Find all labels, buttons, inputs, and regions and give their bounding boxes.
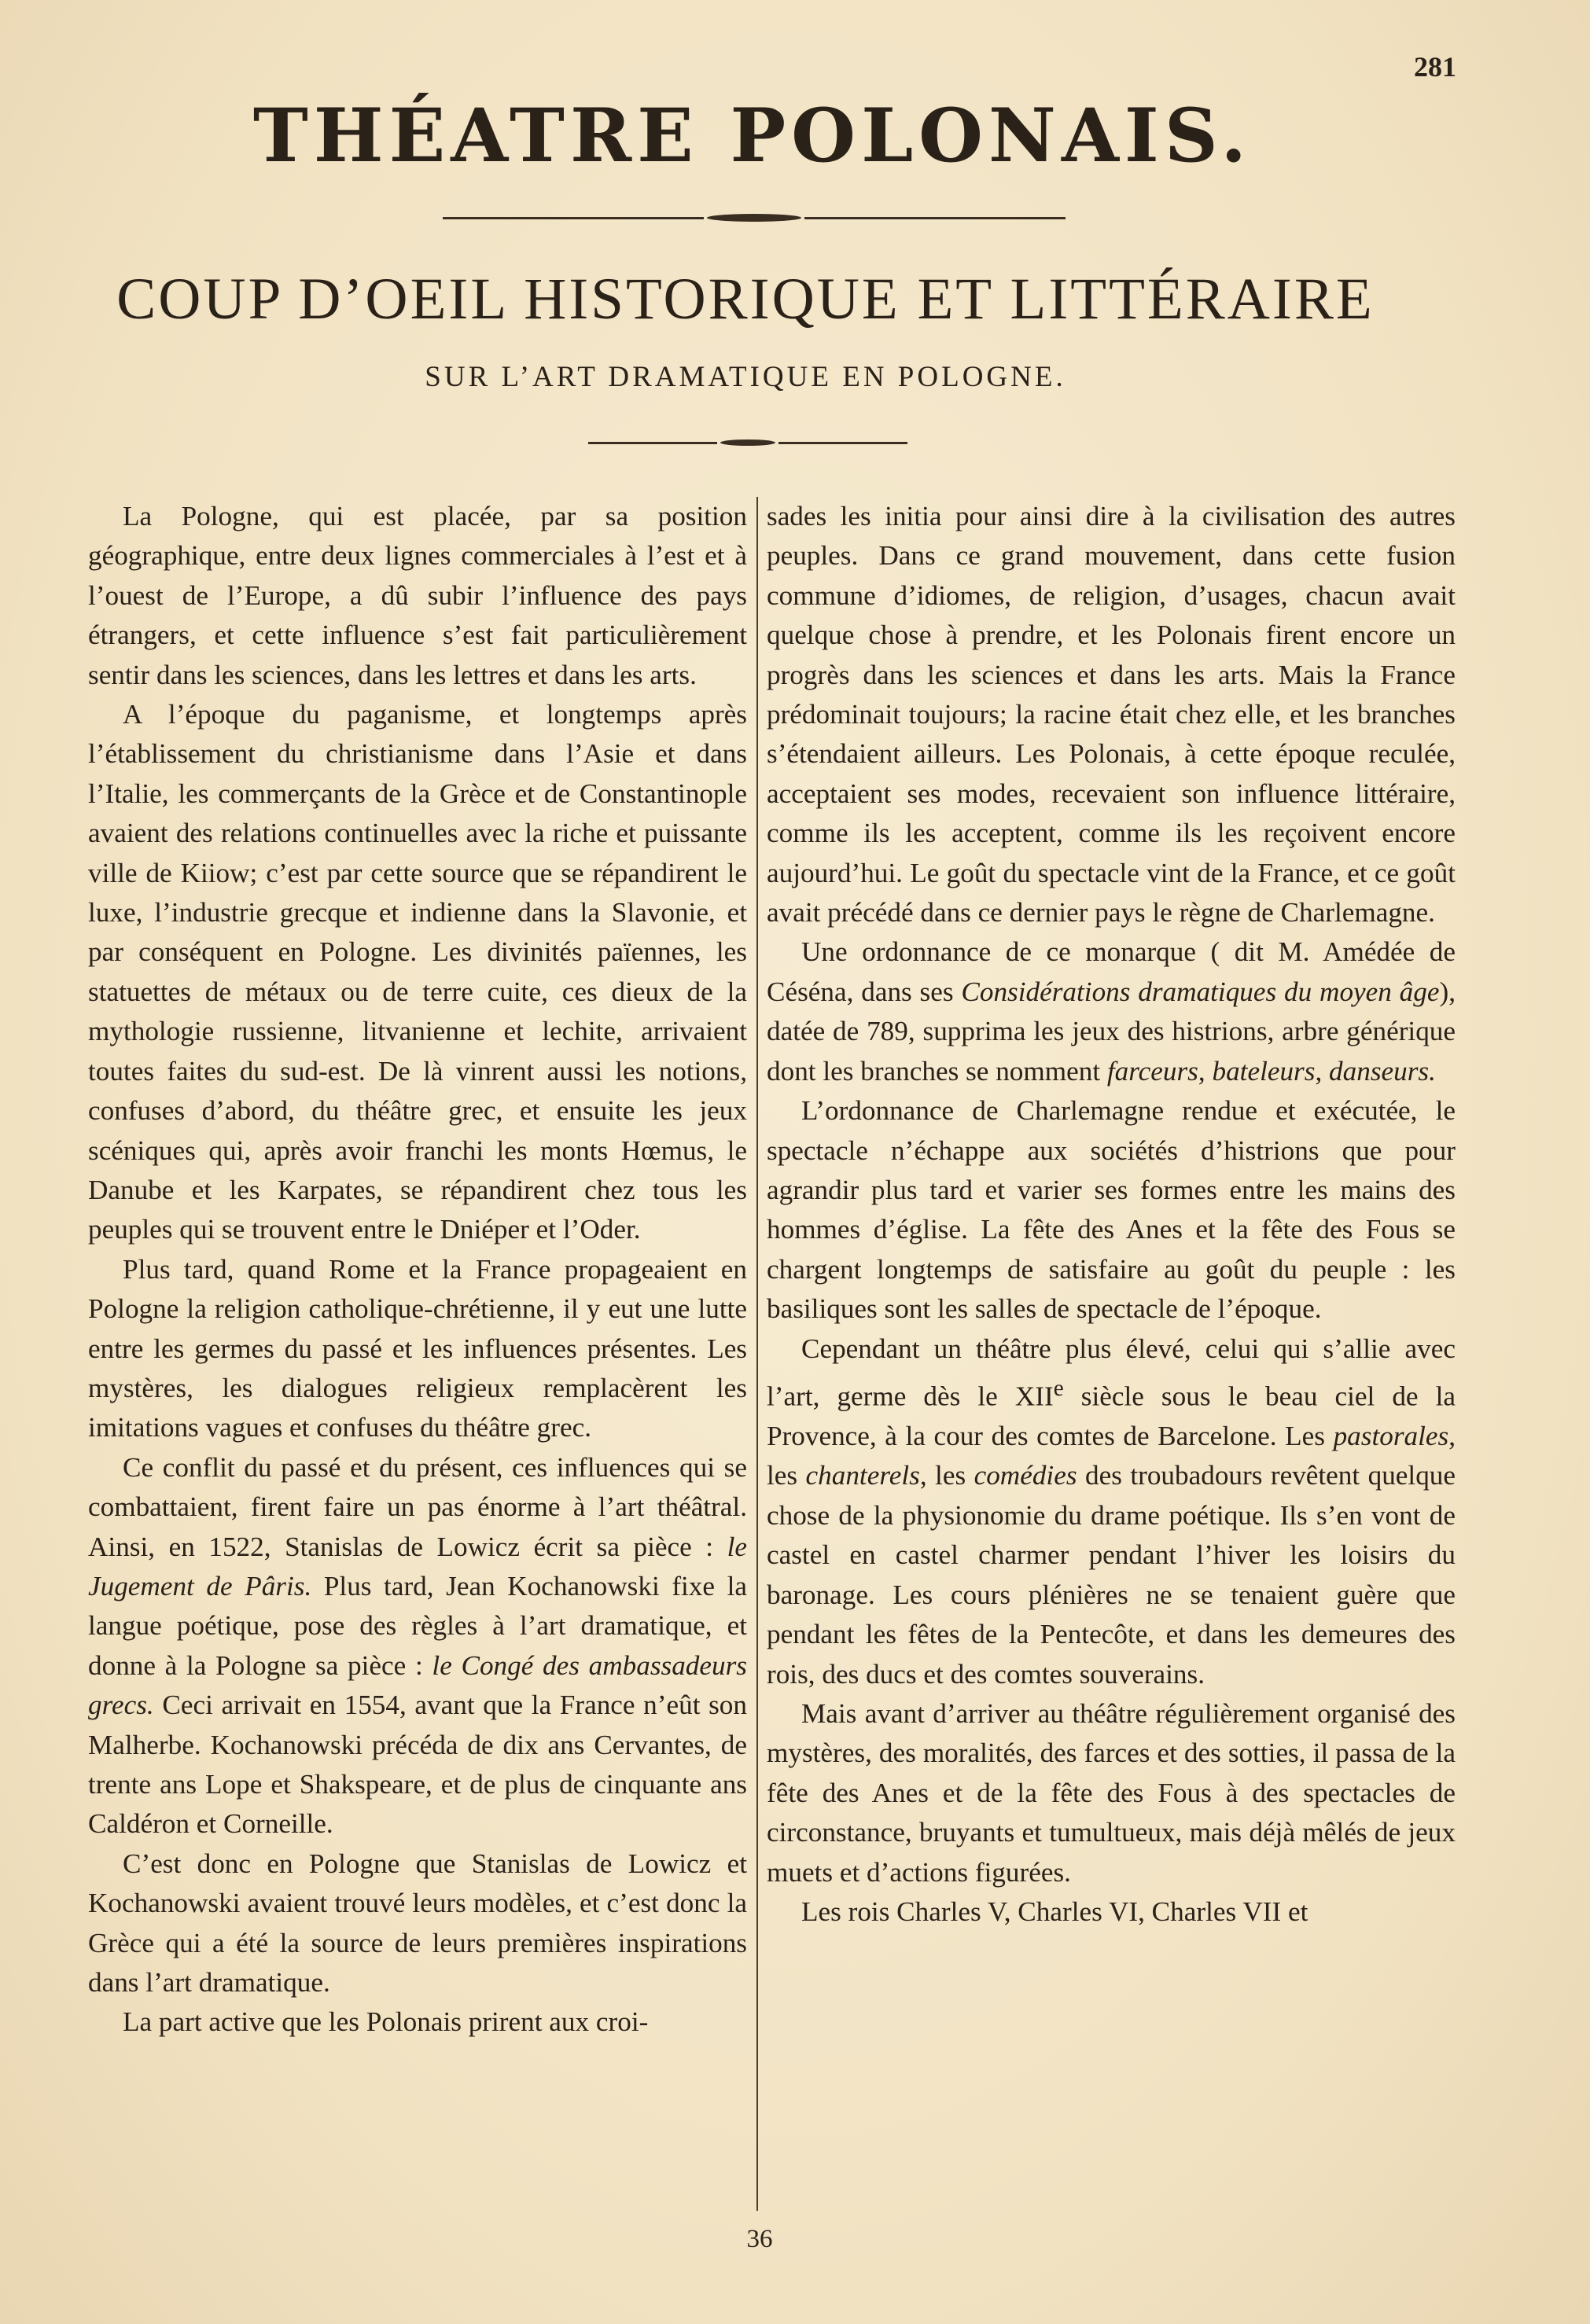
section-subheading: SUR L’ART DRAMATIQUE EN POLOGNE. xyxy=(425,361,1066,393)
paragraph: Les rois Charles V, Charles VI, Charles VII et xyxy=(801,1896,1308,1927)
paragraph: sades les initia pour ainsi dire à la civilisation des autres peuples. Dans ce grand mouvement, dans cette fusion commune d’idiomes, de religion, d’usages, chacun avait quelque chose à prendre, et les Polonais firent encore un progrès dans les sciences et dans les arts. Mais la France prédominait toujours; la racine était chez elle, et les branches s’étendaient ailleurs. Les Polonais, à cette époque reculée, acceptaient ses modes, recevaient son influence littéraire, comme ils les acceptent, comme ils les reçoivent encore aujourd’hui. Le goût du spectacle vint de la France, et ce goût avait précédé dans ce dernier pays le règne de Charlemagne. xyxy=(767,501,1456,928)
paragraph: Plus tard, quand Rome et la France propageaient en Pologne la religion catholique-chrétienne, il y eut une lutte entre les germes du passé et les influences présentes. Les mystères, les dialogues religieux remplacèrent les imitations vagues et confuses du théâtre grec. xyxy=(88,1253,747,1443)
main-title: THÉATRE POLONAIS. xyxy=(252,93,1253,179)
italic-term: bateleurs xyxy=(1212,1055,1316,1087)
paragraph: L’ordonnance de Charlemagne rendue et exécutée, le spectacle n’échappe aux sociétés d’histrions que pour agrandir plus tard et varier ses formes entre les mains des hommes d’église. La fête des Anes et la fête des Fous se chargent longtemps de satisfaire au goût du peuple : les basiliques sont les salles de spectacle de l’époque. xyxy=(767,1095,1456,1325)
paragraph: C’est donc en Pologne que Stanislas de Lowicz et Kochanowski avaient trouvé leurs modèles, et c’est donc la Grèce qui a été la source de leurs premières inspirations dans l’art dramatique. xyxy=(88,1848,747,1999)
left-column xyxy=(88,497,747,2203)
section-heading: COUP D’OEIL HISTORIQUE ET LITTÉRAIRE xyxy=(116,267,1375,332)
paragraph: La part active que les Polonais prirent aux croi- xyxy=(123,2006,649,2038)
italic-term: danseurs. xyxy=(1329,1055,1436,1087)
page-number: 281 xyxy=(1414,51,1456,83)
work-title: le Jugement de Pâris. xyxy=(88,1531,748,1601)
work-title: Considérations dramatiques du moyen âge xyxy=(961,976,1440,1007)
column-divider xyxy=(756,497,758,2211)
right-column xyxy=(767,497,1456,2203)
paragraph: A l’époque du paganisme, et longtemps après l’établissement du christianisme dans l’Asie et dans l’Italie, les commerçants de la Grèce et de Constantinople avaient des relations continuelles avec la riche et puissante ville de Kiiow; c’est par cette source que se répandirent le luxe, l’industrie grecque et indienne dans la Slavonie, et par conséquent en Pologne. Les divinités païennes, les statuettes de métaux ou de terre cuite, ces dieux de la mythologie russienne, litvanienne et lechite, arrivaient toutes faites du sud-est. De là vinrent aussi les notions, confuses d’abord, du théâtre grec, et ensuite les jeux scéniques qui, après avoir franchi les monts Hœmus, le Danube et les Karpates, se répandirent chez tous les peuples qui se trouvent entre le Dniéper et l’Oder. xyxy=(88,699,747,1245)
italic-term: pastorales xyxy=(1333,1421,1449,1452)
ornamental-rule-top xyxy=(443,214,1066,222)
paragraph: Cependant un théâtre plus élevé, celui qui s’allie avec l’art, germe dès le XIIe siècle sous le beau ciel de la Provence, à la cour des comtes de Barcelone. Les pastorales, les chanterels, les comédies des troubadours revêtent quelque chose de la physionomie du drame poétique. Ils s’en vont de castel en castel charmer pendant l’hiver les loisirs du baronage. Les cours plénières ne se tenaient guère que pendant les fêtes de la Pentecôte, et dans les demeures des rois, des ducs et des comtes souverains. xyxy=(767,1333,1456,1690)
signature-mark: 36 xyxy=(746,2225,773,2253)
paragraph: Une ordonnance de ce monarque ( dit M. Amédée de Céséna, dans ses Considérations dramatiques du moyen âge), datée de 789, supprima les jeux des histrions, arbre générique dont les branches se nomment farceurs, bateleurs, danseurs. xyxy=(767,936,1456,1087)
paragraph: Ce conflit du passé et du présent, ces influences qui se combattaient, firent faire un pas énorme à l’art théâtral. Ainsi, en 1522, Stanislas de Lowicz écrit sa pièce : le Jugement de Pâris. Plus tard, Jean Kochanowski fixe la langue poétique, pose des règles à l’art dramatique, et donne à la Pologne sa pièce : le Congé des ambassadeurs grecs. Ceci arrivait en 1554, avant que la France n’eût son Malherbe. Kochanowski précéda de dix ans Cervantes, de trente ans Lope et Shakspeare, et de plus de cinquante ans Caldéron et Corneille. xyxy=(88,1451,748,1840)
ornamental-rule-middle xyxy=(588,439,907,446)
italic-term: chanterels xyxy=(805,1460,920,1491)
paragraph: Mais avant d’arriver au théâtre régulièrement organisé des mystères, des moralités, des farces et des sotties, il passa de la fête des Anes et de la fête des Fous à des spectacles de circonstance, bruyants et tumultueux, mais déjà mêlés de jeux muets et d’actions figurées. xyxy=(767,1697,1456,1888)
italic-term: farceurs xyxy=(1106,1055,1198,1087)
paragraph: La Pologne, qui est placée, par sa position géographique, entre deux lignes commerciales à l’est et à l’ouest de l’Europe, a dû subir l’influence des pays étrangers, et cette influence s’est fait particulièrement sentir dans les sciences, dans les lettres et dans les arts. xyxy=(88,501,747,690)
superscript: e xyxy=(1053,1375,1064,1401)
work-title: le Congé des ambassadeurs grecs. xyxy=(88,1649,747,1721)
italic-term: comédies xyxy=(974,1460,1077,1491)
